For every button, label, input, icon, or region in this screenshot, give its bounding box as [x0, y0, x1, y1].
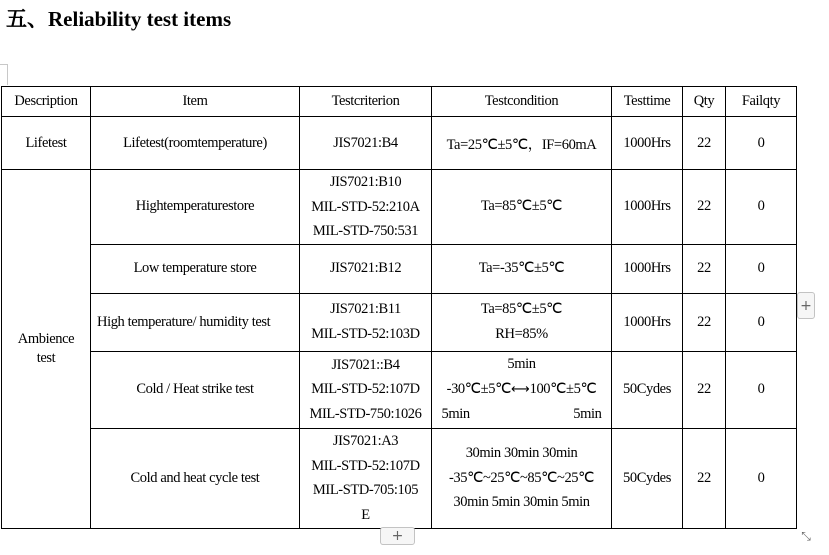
criterion-cell — [300, 351, 432, 428]
table-row-humidity-test — [2, 293, 797, 351]
condition-duration: 5min — [573, 406, 602, 423]
condition-line: -35℃~25℃~85℃~25℃ — [448, 469, 595, 486]
criterion-cell: JIS7021:B4 — [300, 117, 432, 170]
section-title: 五、Reliability test items — [6, 7, 232, 31]
time-cell: 50Cydes — [612, 351, 683, 428]
criterion-line: JIS7021::B4 — [331, 356, 400, 373]
header-cell-failqty: Failqty — [726, 87, 797, 117]
time-cell: 1000Hrs — [612, 117, 683, 170]
failqty-cell: 0 — [726, 117, 797, 170]
criterion-cell — [300, 170, 432, 245]
condition-line: 30min 5min 30min 5min — [453, 494, 590, 511]
condition-cell — [432, 428, 612, 528]
condition-temperature-line — [447, 377, 597, 403]
table-row-heat-strike — [2, 351, 797, 428]
criterion-cell — [300, 428, 432, 528]
item-cell: Cold / Heat strike test — [91, 351, 300, 428]
table-row-heat-cycle — [2, 428, 797, 528]
plus-icon: + — [391, 528, 404, 544]
resize-diagonal-icon: ⤡ — [801, 528, 811, 543]
resize-handle[interactable] — [797, 527, 815, 545]
table-row-low-temp-store — [2, 244, 797, 293]
criterion-cell — [300, 293, 432, 351]
condition-cell: Ta=85℃±5℃ — [432, 170, 612, 245]
add-column-button[interactable] — [797, 292, 815, 319]
criterion-line: MIL-STD-52:107D — [311, 381, 420, 398]
item-cell: Low temperature store — [91, 244, 300, 293]
failqty-cell: 0 — [726, 351, 797, 428]
header-cell-description: Description — [2, 87, 91, 117]
condition-cell: Ta=-35℃±5℃ — [432, 244, 612, 293]
qty-cell: 22 — [683, 293, 726, 351]
item-cell: Lifetest(roomtemperature) — [91, 117, 300, 170]
time-cell: 1000Hrs — [612, 170, 683, 245]
criterion-line: E — [361, 506, 370, 523]
criterion-line: MIL-STD-52:210A — [311, 198, 420, 215]
criterion-line: MIL-STD-750:1026 — [309, 405, 422, 422]
failqty-cell: 0 — [726, 170, 797, 245]
item-cell: High temperature/ humidity test — [91, 293, 300, 351]
double-arrow-icon: ⟷ — [510, 381, 530, 397]
qty-cell: 22 — [683, 428, 726, 528]
criterion-cell: JIS7021:B12 — [300, 244, 432, 293]
add-row-button[interactable] — [380, 527, 415, 545]
time-cell: 50Cydes — [612, 428, 683, 528]
condition-temp-high: 100℃±5℃ — [529, 380, 597, 397]
description-cell-ambience — [2, 170, 91, 529]
criterion-line: JIS7021:B11 — [330, 301, 401, 317]
header-cell-qty: Qty — [683, 87, 726, 117]
header-cell-criterion: Testcriterion — [300, 87, 432, 117]
header-cell-time: Testtime — [612, 87, 683, 117]
table-row-lifetest — [2, 117, 797, 170]
table-corner-mark — [0, 64, 8, 85]
condition-line: Ta=85℃±5℃ — [480, 301, 563, 317]
qty-cell: 22 — [683, 351, 726, 428]
qty-cell: 22 — [683, 244, 726, 293]
condition-temp-low: -30℃±5℃ — [446, 380, 511, 397]
description-cell-lifetest: Lifetest — [2, 117, 91, 170]
header-row — [2, 87, 797, 117]
criterion-line: MIL-STD-52:103D — [311, 326, 420, 342]
condition-duration: 5min — [441, 406, 470, 423]
failqty-cell: 0 — [726, 244, 797, 293]
condition-cell — [432, 351, 612, 428]
criterion-line: JIS7021:B10 — [329, 174, 402, 190]
header-cell-item: Item — [91, 87, 300, 117]
reliability-table — [1, 86, 797, 529]
criterion-line: MIL-STD-705:105 — [312, 482, 419, 498]
plus-icon: + — [800, 297, 812, 314]
time-cell: 1000Hrs — [612, 293, 683, 351]
condition-line: RH=85% — [495, 326, 548, 342]
failqty-cell: 0 — [726, 428, 797, 528]
condition-duration-bottom — [442, 402, 602, 427]
failqty-cell: 0 — [726, 293, 797, 351]
qty-cell: 22 — [683, 170, 726, 245]
condition-cell: Ta=25℃±5℃，IF=60mA — [432, 117, 612, 170]
criterion-line: JIS7021:A3 — [332, 433, 399, 449]
condition-duration-top: 5min — [507, 356, 536, 373]
ambience-label: Ambience test — [17, 330, 75, 366]
time-cell: 1000Hrs — [612, 244, 683, 293]
item-cell: Hightemperaturestore — [91, 170, 300, 245]
header-cell-condition: Testcondition — [432, 87, 612, 117]
table-row-high-temp-store — [2, 170, 797, 245]
criterion-line: MIL-STD-750:531 — [312, 223, 419, 239]
qty-cell: 22 — [683, 117, 726, 170]
criterion-line: MIL-STD-52:107D — [311, 457, 420, 474]
item-cell: Cold and heat cycle test — [91, 428, 300, 528]
condition-line: 30min 30min 30min — [465, 445, 578, 462]
condition-cell — [432, 293, 612, 351]
